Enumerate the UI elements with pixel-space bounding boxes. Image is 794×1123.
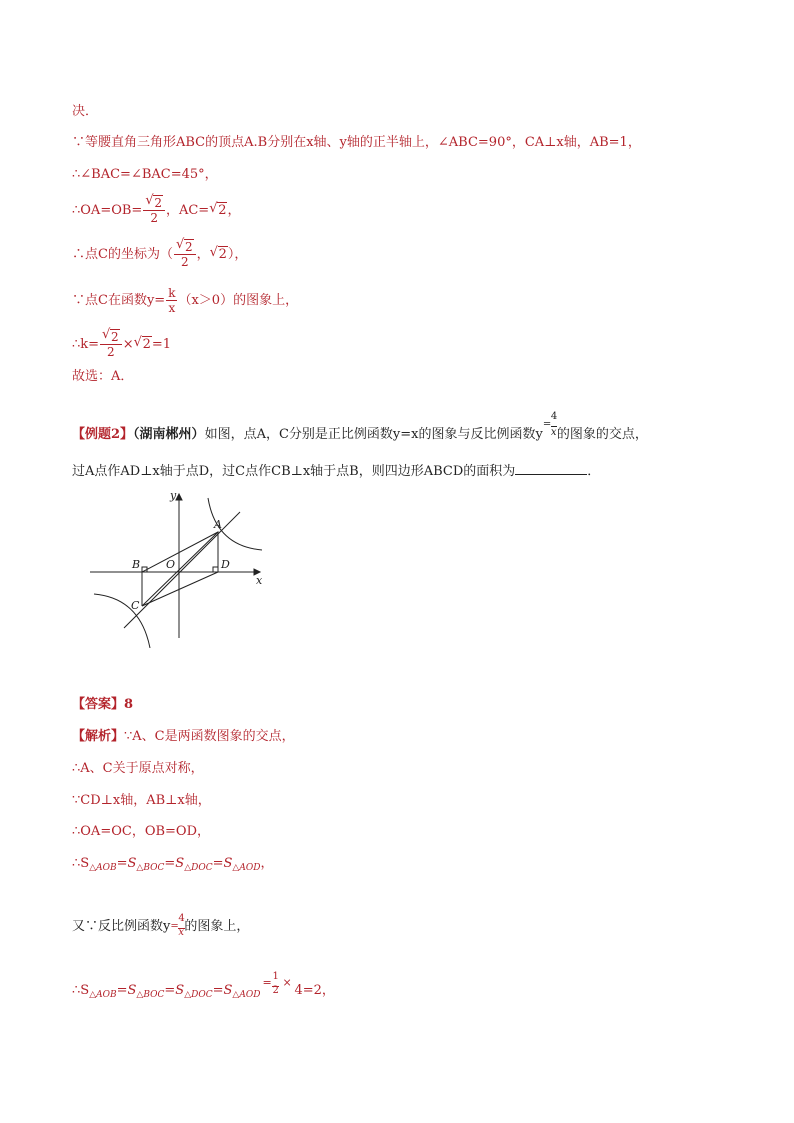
denominator: x xyxy=(168,301,176,315)
label-a: A xyxy=(214,518,222,531)
frac-num: 1 xyxy=(272,968,278,987)
text-line-2: ∵等腰直角三角形ABC的顶点A.B分别在x轴、y轴的正半轴上，∠ABC=90°，CA⊥x轴，AB=1， xyxy=(72,135,641,150)
analysis-line-5: $\therefore S_{\triangle AOB}=S_{\triangle BOC}=S_{\triangle DOC}=S_{\triangle AOD}$， xyxy=(72,856,274,873)
label-b: B xyxy=(132,558,141,571)
eq-sign: = xyxy=(116,856,128,871)
label-c: C xyxy=(131,599,140,612)
eq-sign: = xyxy=(164,856,176,871)
answer-blank xyxy=(515,462,587,475)
frac-den: x xyxy=(550,427,557,438)
analysis-text-1: ∵A、C是两函数图象的交点， xyxy=(124,729,295,744)
analysis-line-4: ∴OA=OC，OB=OD， xyxy=(72,824,210,839)
right-angle-d xyxy=(213,567,218,572)
analysis-text-6b: 的图象上， xyxy=(184,919,250,934)
function-graph xyxy=(90,488,270,648)
radicand: 2 xyxy=(142,337,151,352)
label-o: O xyxy=(166,558,176,571)
sub-aod: △AOD xyxy=(232,990,261,1000)
example-text-2: 的图象的交点， xyxy=(556,427,648,442)
analysis-text-7-end: 4=2， xyxy=(294,983,335,998)
text-line-5 xyxy=(72,237,248,269)
frac-num: 4 xyxy=(551,408,557,427)
diagonal-ca xyxy=(142,532,218,606)
eq-sign: = xyxy=(262,976,272,989)
s-symbol: ∴S xyxy=(72,983,90,998)
label-y: y xyxy=(170,489,177,502)
radicand: 2 xyxy=(111,330,119,344)
line5-prefix: ∴点C的坐标为（ xyxy=(72,247,173,262)
times-sign: × xyxy=(122,337,134,352)
analysis-line-2: ∴A、C关于原点对称， xyxy=(72,761,204,776)
example-text-4: ． xyxy=(587,464,601,479)
sqrt-2: √ 2 xyxy=(209,245,227,262)
answer-value: 8 xyxy=(124,697,134,712)
line4-comma: ， xyxy=(227,203,241,218)
numerator: k xyxy=(168,286,176,300)
eq-sign: = xyxy=(170,921,179,932)
example-label: 【例题2】 xyxy=(72,427,134,442)
sub-aob: △AOB xyxy=(89,863,117,873)
frac-sqrt2-over-2: √ 2 2 xyxy=(100,330,122,359)
frac-den: 2 xyxy=(272,985,279,996)
sub-boc: △BOC xyxy=(136,990,165,1000)
example-text-3: 过A点作AD⊥x轴于点D，过C点作CB⊥x轴于点B，则四边形ABCD的面积为 xyxy=(72,464,516,479)
text-line-1: 决． xyxy=(72,104,99,119)
y-axis-arrow xyxy=(176,494,182,500)
times-sign: × xyxy=(282,976,292,989)
line6-prefix: ∵点C在函数y= xyxy=(72,293,166,308)
denominator: 2 xyxy=(150,211,158,225)
sub-doc: △DOC xyxy=(184,990,213,1000)
frac-k-over-x xyxy=(166,286,177,315)
radicand: 2 xyxy=(154,196,162,210)
frac-sqrt2-over-2: √ 2 2 xyxy=(174,240,196,269)
analysis-label: 【解析】 xyxy=(72,729,125,744)
frac-num: 4 xyxy=(178,910,184,929)
answer-label: 【答案】 xyxy=(72,697,125,712)
line4-prefix: ∴OA=OB= xyxy=(72,203,143,218)
frac-sqrt2-over-2: √ 2 2 xyxy=(143,196,165,225)
analysis-line-3: ∵CD⊥x轴，AB⊥x轴， xyxy=(72,793,211,808)
line4-mid: ，AC= xyxy=(165,203,210,218)
eq-sign: = xyxy=(212,983,224,998)
eq-sign: = xyxy=(542,419,552,430)
eq-sign: = xyxy=(116,983,128,998)
text-line-4 xyxy=(72,193,241,225)
line6-suffix: （x＞0）的图象上， xyxy=(178,293,299,308)
example-source: （湖南郴州） xyxy=(133,427,205,442)
sub-boc: △BOC xyxy=(136,863,165,873)
s-symbol: ∴S xyxy=(72,856,90,871)
text-line-7 xyxy=(72,327,172,359)
sub-aod: △AOD xyxy=(232,863,261,873)
analysis-line-1 xyxy=(72,728,295,746)
analysis-line-6 xyxy=(72,913,250,938)
label-d: D xyxy=(221,558,230,571)
sqrt-2: √ 2 xyxy=(209,201,227,218)
sub-doc: △DOC xyxy=(184,863,213,873)
label-x: x xyxy=(256,574,263,587)
sub-aob: △AOB xyxy=(89,990,117,1000)
analysis-text-6a: 又∵反比例函数y xyxy=(72,919,171,934)
line7-suffix: =1 xyxy=(151,337,172,352)
eq-sign: = xyxy=(164,983,176,998)
text-line-8: 故选：A． xyxy=(72,369,134,384)
line5-mid: ， xyxy=(196,247,210,262)
example-text-1: 如图，点A，C分别是正比例函数y=x的图象与反比例函数y xyxy=(204,427,543,442)
denominator: 2 xyxy=(180,255,189,269)
text-line-6 xyxy=(72,286,298,315)
sqrt-2: √ 2 xyxy=(133,335,151,352)
analysis-line-7: $\therefore S_{\triangle AOB}=S_{\triangle BOC}=S_{\triangle DOC}=S_{\triangle AOD}$ = 1 2 × 4=2， xyxy=(72,982,335,1004)
comma: ， xyxy=(260,856,274,871)
radicand: 2 xyxy=(218,247,227,262)
example-line-2 xyxy=(72,462,600,481)
answer-line xyxy=(72,696,133,714)
example-line-1 xyxy=(72,411,648,444)
line5-suffix: ）， xyxy=(227,247,248,262)
line7-prefix: ∴k= xyxy=(72,337,100,352)
eq-sign: = xyxy=(212,856,224,871)
radicand: 2 xyxy=(184,240,193,254)
frac-den: x xyxy=(178,927,184,938)
text-line-3: ∴∠BAC=∠BAC=45°， xyxy=(72,167,218,182)
radicand: 2 xyxy=(218,203,227,218)
denominator: 2 xyxy=(107,345,115,359)
